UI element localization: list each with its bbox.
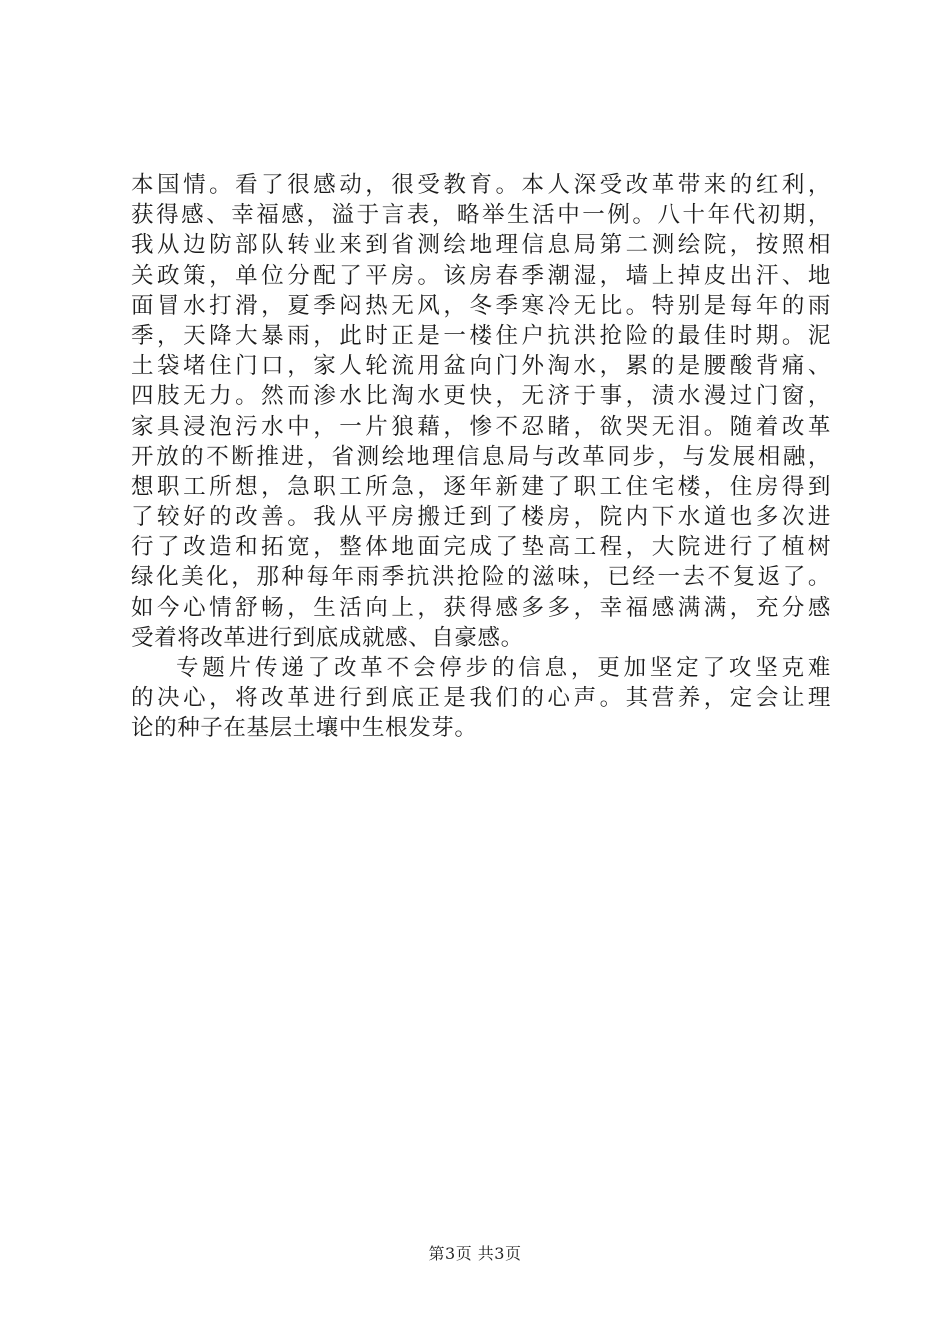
text-line: 开放的不断推进，省测绘地理信息局与改革同步，与发展相融，: [131, 443, 831, 470]
text-line: 行了改造和拓宽，整体地面完成了垫高工程，大院进行了植树: [131, 534, 831, 561]
text-line: 论的种子在基层土壤中生根发芽。: [131, 715, 478, 742]
text-line: 的决心，将改革进行到底正是我们的心声。其营养，定会让理: [131, 685, 831, 712]
text-line: 如今心情舒畅，生活向上，获得感多多，幸福感满满，充分感: [131, 594, 831, 621]
text-line: 了较好的改善。我从平房搬迁到了楼房，院内下水道也多次进: [131, 504, 831, 531]
paragraph-2: [131, 653, 831, 744]
page-number-label: 第3页 共3页: [428, 1244, 522, 1263]
text-line: 四肢无力。然而渗水比淘水更快，无济于事，渍水漫过门窗，: [131, 383, 831, 410]
text-line: 关政策，单位分配了平房。该房春季潮湿，墙上掉皮出汗、地: [131, 262, 831, 289]
text-line: 我从边防部队转业来到省测绘地理信息局第二测绘院，按照相: [131, 232, 831, 259]
text-line: 想职工所想，急职工所急，逐年新建了职工住宅楼，住房得到: [131, 473, 831, 500]
text-line: 本国情。看了很感动，很受教育。本人深受改革带来的红利，: [131, 172, 831, 198]
text-line: 专题片传递了改革不会停步的信息，更加坚定了攻坚克难: [176, 655, 831, 681]
text-line: 季，天降大暴雨，此时正是一楼住户抗洪抢险的最佳时期。泥: [131, 322, 831, 349]
page-footer: [0, 1244, 950, 1264]
paragraph-1: [131, 170, 831, 653]
text-line: 面冒水打滑，夏季闷热无风，冬季寒冷无比。特别是每年的雨: [131, 292, 831, 319]
text-line: 受着将改革进行到底成就感、自豪感。: [131, 624, 524, 651]
body-text: [131, 170, 831, 744]
text-line: 获得感、幸福感，溢于言表，略举生活中一例。八十年代初期，: [131, 202, 831, 229]
text-line: 土袋堵住门口，家人轮流用盆向门外淘水，累的是腰酸背痛、: [131, 353, 831, 380]
text-line: 绿化美化，那种每年雨季抗洪抢险的滋味，已经一去不复返了。: [131, 564, 831, 591]
text-line: 家具浸泡污水中，一片狼藉，惨不忍睹，欲哭无泪。随着改革: [131, 413, 831, 440]
